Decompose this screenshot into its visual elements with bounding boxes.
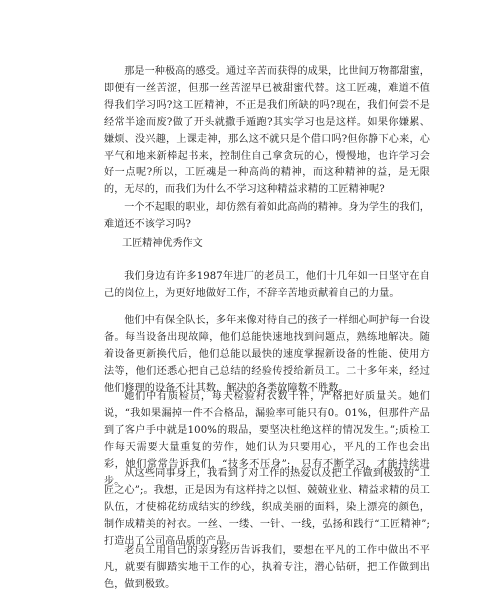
paragraph-ordinary-work: 老员工用自己的亲身经历告诉我们，要想在平凡的工作中做出不平凡，就要有脚踏实地干工作的心，执着专注，潜心钻研，把工作做到出色，做到极致。 bbox=[104, 545, 430, 590]
paragraph-quality-inspectors: 她们中有质检员，每天检验衬衣数千件，严格把好质量关。她们说，“我如果漏掉一件不合格品，漏验率可能只有0。01%，但那件产品到了客户手中就是100%的瑕品，要坚决杜绝这样的情况发生。”;质检工作每天需要大量重复的劳作，她们认为只要用心，平凡的工作也会出彩，她们常常告诉我们，“技多不压身”;，只有不断学习，才能持续进步。 bbox=[104, 391, 430, 487]
paragraph-craftsmanship-reflection: 那是一种极高的感受。通过辛苦而获得的成果，比世间万物都甜蜜，即便有一丝苦涩，但那一丝苦涩早已被甜蜜代替。这工匠魂，难道不值得我们学习吗?这工匠精神，不正是我们所缺的吗?现在，我们何尝不是经常半途而废?做了开头就撒手遁跑?其实学习也是这样。如果你嫌累、嫌烦、没兴趣，上课走神，那么这不就只是个借口吗?但你静下心来，心平气和地来新棒起书来，控制住自己拿贪玩的心，慢慢地，也许学习会好一点呢?所以，工匠魂是一种高尚的精神，而这种精神的益，是无限的，无尽的，而我们为什么不学习这种精益求精的工匠精神呢? bbox=[104, 66, 430, 196]
paragraph-craftsman-heart: 从这些同事身上，我看到了对工作的热爱以及把工作做到极致的“工匠之心”;。我想，正是因为有这样持之以恒、兢兢业业、精益求精的员工队伍，才使棉花纺成结实的纱线，织成美丽的面料，染上漂亮的颜色，制作成精美的衬衣。一丝、一缕、一针、一线，弘扬和践行“工匠精神”;打造出了公司高品质的产品。 bbox=[104, 468, 430, 547]
paragraph-student-question: 一个不起眼的职业，却仿然有着如此高尚的精神。身为学生的我们，难道还不该学习吗? bbox=[104, 202, 430, 230]
section-heading: 工匠精神优秀作文 bbox=[122, 238, 203, 249]
paragraph-veteran-staff: 我们身边有许多1987年进厂的老员工，他们十几年如一日坚守在自己的岗位上，为更好地做好工作，不辞辛苦地贡献着自己的力量。 bbox=[104, 271, 430, 299]
paragraph-maintenance-captain: 他们中有保全队长，多年来像对待自己的孩子一样细心呵护每一台设备。每当设备出现故障，他们总能快速地找到问题点，熟练地解决。随着设备更新换代后，他们总能以最快的速度掌握新设备的性能、使用方法等，他们还悉心把自己总结的经验传授给新员工。二十多年来，经过他们修理的设备不计其数，解决的各类故障数不胜数。 bbox=[104, 315, 430, 394]
